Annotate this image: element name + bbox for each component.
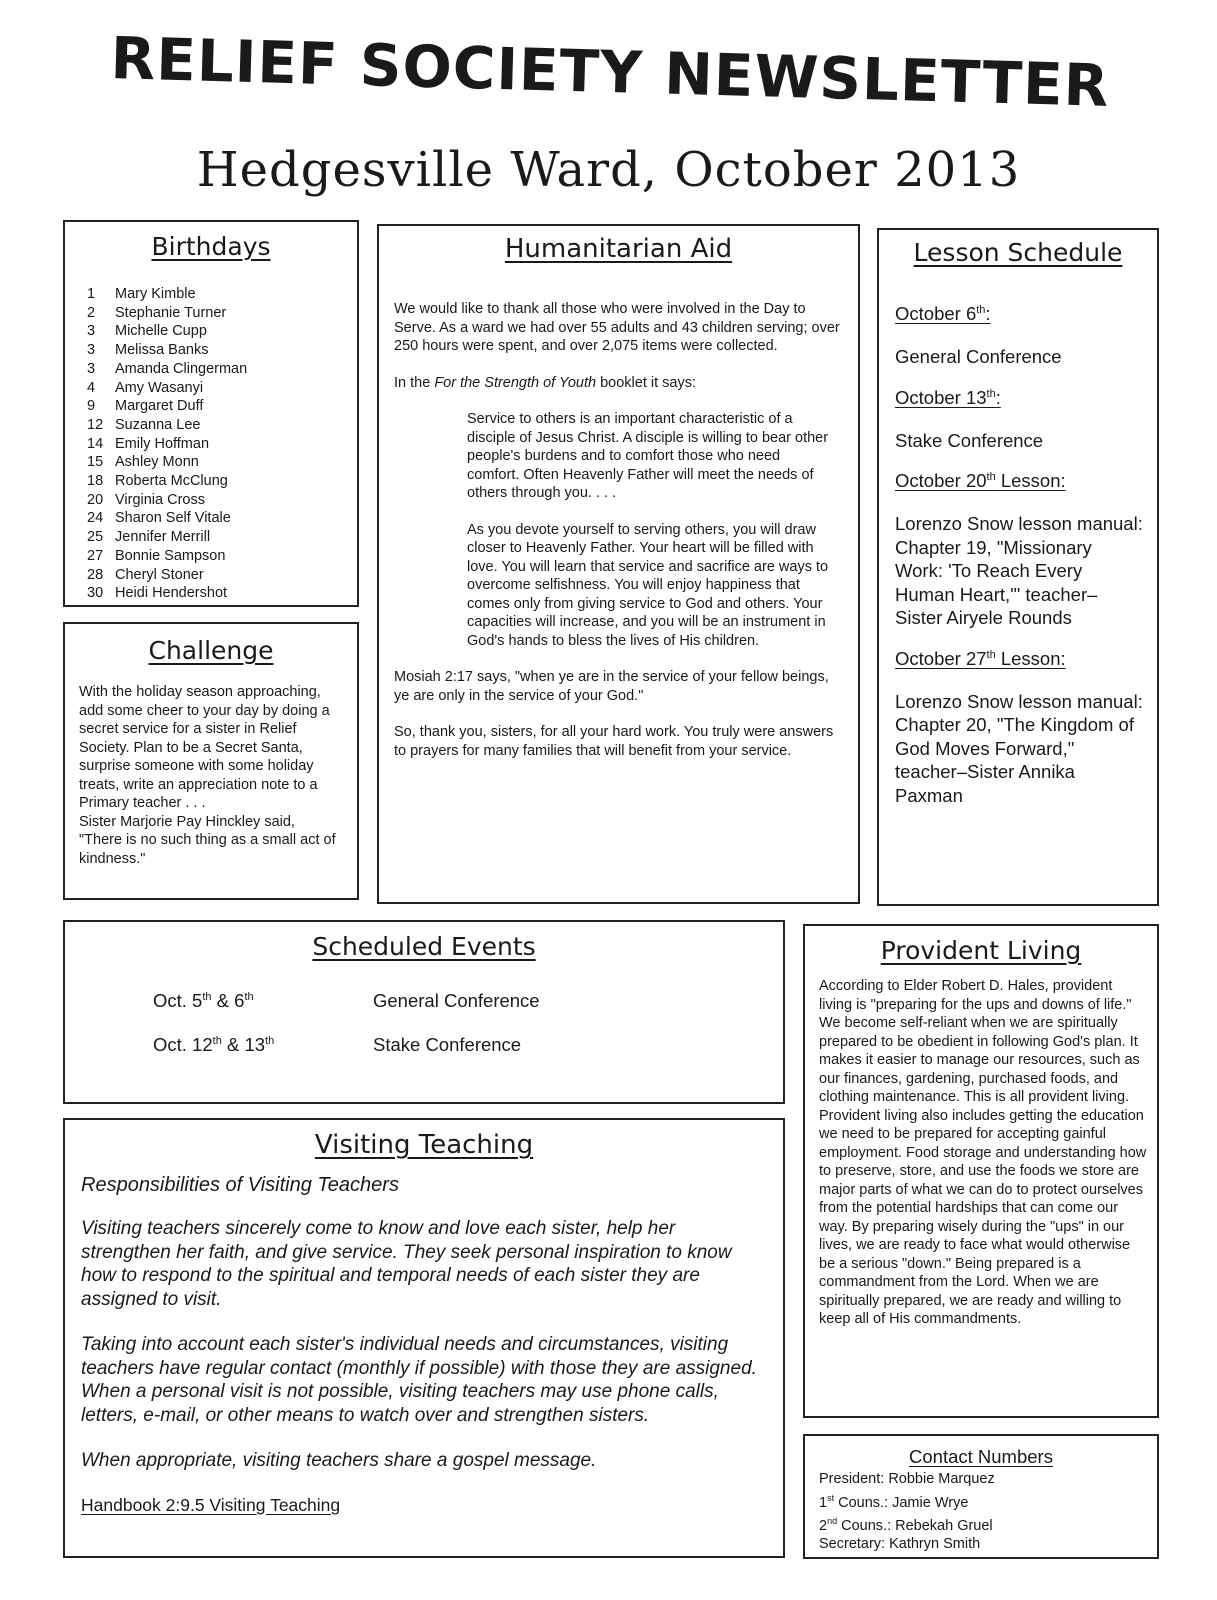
lesson-date	[895, 648, 1143, 670]
contact-secretary: Secretary: Kathryn Smith	[819, 1536, 981, 1553]
birthday-day: 3	[87, 360, 96, 377]
event-date-part: & 13	[221, 1034, 266, 1055]
visiting-teaching-box	[63, 1118, 785, 1558]
lesson-date	[895, 303, 1143, 325]
birthday-name: Sharon Self Vitale	[115, 510, 231, 527]
birthday-day: 24	[87, 510, 104, 527]
first-num: 1	[819, 1494, 828, 1511]
lesson-description: Lorenzo Snow lesson manual: Chapter 20, "The Kingdom of God Moves Forward," teacher–Sister Annika Paxman	[895, 690, 1143, 806]
newsletter-subtitle: Hedgesville Ward, October 2013	[196, 142, 1021, 198]
second-num: 2	[819, 1517, 828, 1534]
events-heading: Scheduled Events	[312, 932, 536, 961]
event-row	[153, 990, 540, 1012]
challenge-box	[63, 622, 359, 900]
lesson-list	[895, 303, 1143, 807]
event-name: Stake Conference	[373, 1034, 522, 1055]
birthday-day: 20	[87, 491, 104, 508]
birthday-name: Cheryl Stoner	[115, 566, 204, 583]
humanitarian-para-4: So, thank you, sisters, for all your hard work. You truly were answers to prayers for many families that will benefit from your service.	[394, 724, 834, 759]
contacts-heading: Contact Numbers	[909, 1446, 1053, 1467]
birthday-day: 3	[87, 323, 96, 340]
contact-numbers-box	[803, 1434, 1159, 1559]
birthday-day: 9	[87, 398, 96, 415]
birthday-day: 2	[87, 304, 96, 321]
humanitarian-quote-1: Service to others is an important characteristic of a disciple of Jesus Christ. A disciple is willing to bear other people's burdens and to comfort those who need comfort. Often Heavenly Father will meet the needs of others through you. . . .	[467, 411, 829, 501]
event-row	[153, 1034, 521, 1056]
event-date-part: th	[265, 1034, 275, 1047]
lesson-suffix: Lesson:	[995, 647, 1066, 669]
visiting-subheading: Responsibilities of Visiting Teachers	[81, 1174, 399, 1196]
humanitarian-aid-box	[377, 224, 860, 904]
birthday-name: Virginia Cross	[115, 491, 205, 508]
birthday-day: 1	[87, 286, 96, 302]
visiting-para-2: Taking into account each sister's individual needs and circumstances, visiting teachers have regular contact (monthly if possible) with those they are assigned. When a personal visit is not possible, visiting teachers may use phone calls, letters, e-mail, or other means to watch over and strengthen sisters.	[81, 1334, 757, 1426]
lesson-sup: th	[976, 303, 986, 316]
lesson-sup: th	[986, 387, 996, 400]
birthday-day: 3	[87, 342, 96, 359]
birthday-day: 4	[87, 379, 96, 396]
lesson-date	[895, 470, 1143, 492]
lesson-sup: th	[986, 648, 996, 661]
event-date	[153, 990, 373, 1012]
lesson-description: Stake Conference	[895, 429, 1044, 451]
birthday-item	[87, 341, 357, 360]
birthday-name: Stephanie Turner	[115, 304, 227, 321]
lesson-description: General Conference	[895, 346, 1062, 367]
birthday-day: 12	[87, 416, 104, 433]
lesson-month: October 13	[895, 386, 987, 408]
birthdays-heading: Birthdays	[151, 232, 271, 261]
humanitarian-para-2	[394, 374, 842, 393]
birthday-item	[87, 472, 357, 491]
lesson-suffix: :	[995, 386, 1001, 408]
contact-first-counselor	[819, 1489, 1157, 1512]
birthday-item	[87, 360, 357, 379]
humanitarian-para-3: Mosiah 2:17 says, "when ye are in the service of your fellow beings, ye are only in the service of your God."	[394, 669, 829, 704]
visiting-heading: Visiting Teaching	[314, 1130, 534, 1160]
birthday-item	[87, 435, 357, 454]
birthday-name: Amy Wasanyi	[115, 379, 204, 396]
birthday-item	[87, 304, 357, 323]
event-date	[153, 1034, 373, 1056]
challenge-text: With the holiday season approaching, add some cheer to your day by doing a secret service for a sister in Relief Society. Plan to be a Secret Santa, surprise someone with some holiday treats, write an appreciation note to a Primary teacher . . .	[79, 684, 330, 811]
event-date-part: Oct. 5	[153, 990, 203, 1011]
birthday-name: Heidi Hendershot	[115, 585, 228, 602]
scheduled-events-box	[63, 920, 785, 1104]
humanitarian-quote-2: As you devote yourself to serving others, you will draw closer to Heavenly Father. Your heart will be filled with love. You will learn that service and sacrifice are ways to overcome selfishness. You will enjoy happiness that comes only from giving service to God and others. Your capacities will increase, and you will be an instrument in God's hands to bless the lives of His children.	[467, 521, 829, 649]
contacts-body	[819, 1470, 1157, 1554]
birthday-list	[87, 285, 357, 603]
lesson-schedule-heading: Lesson Schedule	[913, 238, 1123, 267]
birthday-name: Bonnie Sampson	[115, 547, 226, 564]
newsletter-title: RELIEF SOCIETY NEWSLETTER	[109, 24, 1111, 120]
birthday-name: Mary Kimble	[115, 286, 196, 302]
birthday-name: Suzanna Lee	[115, 416, 201, 433]
birthday-item	[87, 322, 357, 341]
visiting-para-3: When appropriate, visiting teachers share a gospel message.	[81, 1450, 597, 1471]
visiting-para-1: Visiting teachers sincerely come to know and love each sister, help her strengthen her faith, and give service. They seek personal inspiration to know how to respond to the spiritual and temporal needs of each sister they are assigned to visit.	[81, 1218, 732, 1310]
birthday-name: Amanda Clingerman	[115, 360, 248, 377]
challenge-heading: Challenge	[148, 636, 274, 665]
birthday-item	[87, 566, 357, 585]
birthday-day: 25	[87, 529, 104, 546]
lesson-sup: th	[986, 470, 996, 483]
birthday-item	[87, 285, 357, 304]
birthday-name: Jennifer Merrill	[115, 529, 211, 546]
birthday-name: Melissa Banks	[115, 342, 209, 359]
birthday-item	[87, 509, 357, 528]
contact-president: President: Robbie Marquez	[819, 1471, 995, 1487]
second-rest: Couns.: Rebekah Gruel	[837, 1517, 993, 1534]
birthday-name: Emily Hoffman	[115, 435, 210, 452]
para2-prefix: In the	[394, 374, 435, 391]
birthday-item	[87, 491, 357, 510]
provident-living-box	[803, 924, 1159, 1418]
birthday-name: Margaret Duff	[115, 398, 204, 415]
contact-second-counselor	[819, 1512, 1157, 1535]
first-sup: st	[827, 1492, 835, 1503]
birthday-name: Michelle Cupp	[115, 323, 207, 340]
birthday-day: 14	[87, 435, 104, 452]
event-date-part: & 6	[211, 990, 245, 1011]
birthday-item	[87, 379, 357, 398]
lesson-month: October 20	[895, 470, 987, 491]
birthday-item	[87, 584, 357, 603]
lesson-suffix: :	[985, 303, 991, 324]
challenge-quote: Sister Marjorie Pay Hinckley said, "There is no such thing as a small act of kindness."	[79, 813, 336, 867]
birthday-item	[87, 547, 357, 566]
event-date-part: Oct. 12	[153, 1034, 213, 1055]
lesson-month: October 6	[895, 303, 977, 324]
birthday-item	[87, 453, 357, 472]
birthday-day: 28	[87, 566, 104, 583]
second-sup: nd	[827, 1516, 838, 1527]
first-rest: Couns.: Jamie Wrye	[834, 1494, 969, 1511]
booklet-title: For the Strength of Youth	[434, 374, 597, 391]
lesson-date	[895, 387, 1143, 409]
humanitarian-heading: Humanitarian Aid	[504, 234, 733, 264]
birthday-day: 30	[87, 585, 104, 602]
lesson-schedule-box	[877, 228, 1159, 906]
provident-heading: Provident Living	[880, 936, 1082, 965]
birthday-day: 15	[87, 454, 104, 471]
challenge-body	[79, 683, 341, 868]
event-date-part: th	[212, 1034, 222, 1047]
birthday-item	[87, 397, 357, 416]
lesson-suffix: Lesson:	[995, 470, 1066, 491]
event-date-part: th	[244, 990, 254, 1003]
humanitarian-para-1: We would like to thank all those who were involved in the Day to Serve. As a ward we had over 55 adults and 43 children serving; over 250 hours were spent, and over 2,075 items were collected.	[394, 301, 840, 354]
provident-body: According to Elder Robert D. Hales, provident living is "preparing for the ups and downs of life." We become self-reliant when we are spiritually prepared to be obedient in following God's plan. It makes it easier to manage our resources, such as our finances, gardening, purchased foods, and clothing maintenance. This is all provident living. Provident living also includes getting the education we need to be prepared for accepting gainful employment. Food storage and understanding how to preserve, store, and use the foods we store are major parts of what we can do to protect ourselves from the potential hardships that can come our way. By preparing wisely during the "ups" in our lives, we are ready to face what would otherwise be a serious "down." Being prepared is a commandment from the Lord. When we are spiritually prepared, we are ready and willing to keep all of His commandments.	[819, 978, 1147, 1327]
lesson-month: October 27	[895, 647, 987, 669]
event-date-part: th	[202, 990, 212, 1003]
birthday-day: 18	[87, 473, 104, 490]
birthday-item	[87, 416, 357, 435]
lesson-description: Lorenzo Snow lesson manual: Chapter 19, "Missionary Work: 'To Reach Every Human Heart,'" teacher–Sister Airyele Rounds	[895, 513, 1143, 628]
birthday-day: 27	[87, 547, 104, 564]
humanitarian-body	[394, 300, 842, 760]
birthday-name: Roberta McClung	[115, 473, 228, 490]
birthday-name: Ashley Monn	[115, 454, 199, 471]
para2-suffix: booklet it says:	[596, 374, 697, 391]
birthdays-box	[63, 220, 359, 607]
event-name: General Conference	[373, 990, 540, 1011]
handbook-reference: Handbook 2:9.5 Visiting Teaching	[81, 1494, 341, 1515]
birthday-item	[87, 528, 357, 547]
